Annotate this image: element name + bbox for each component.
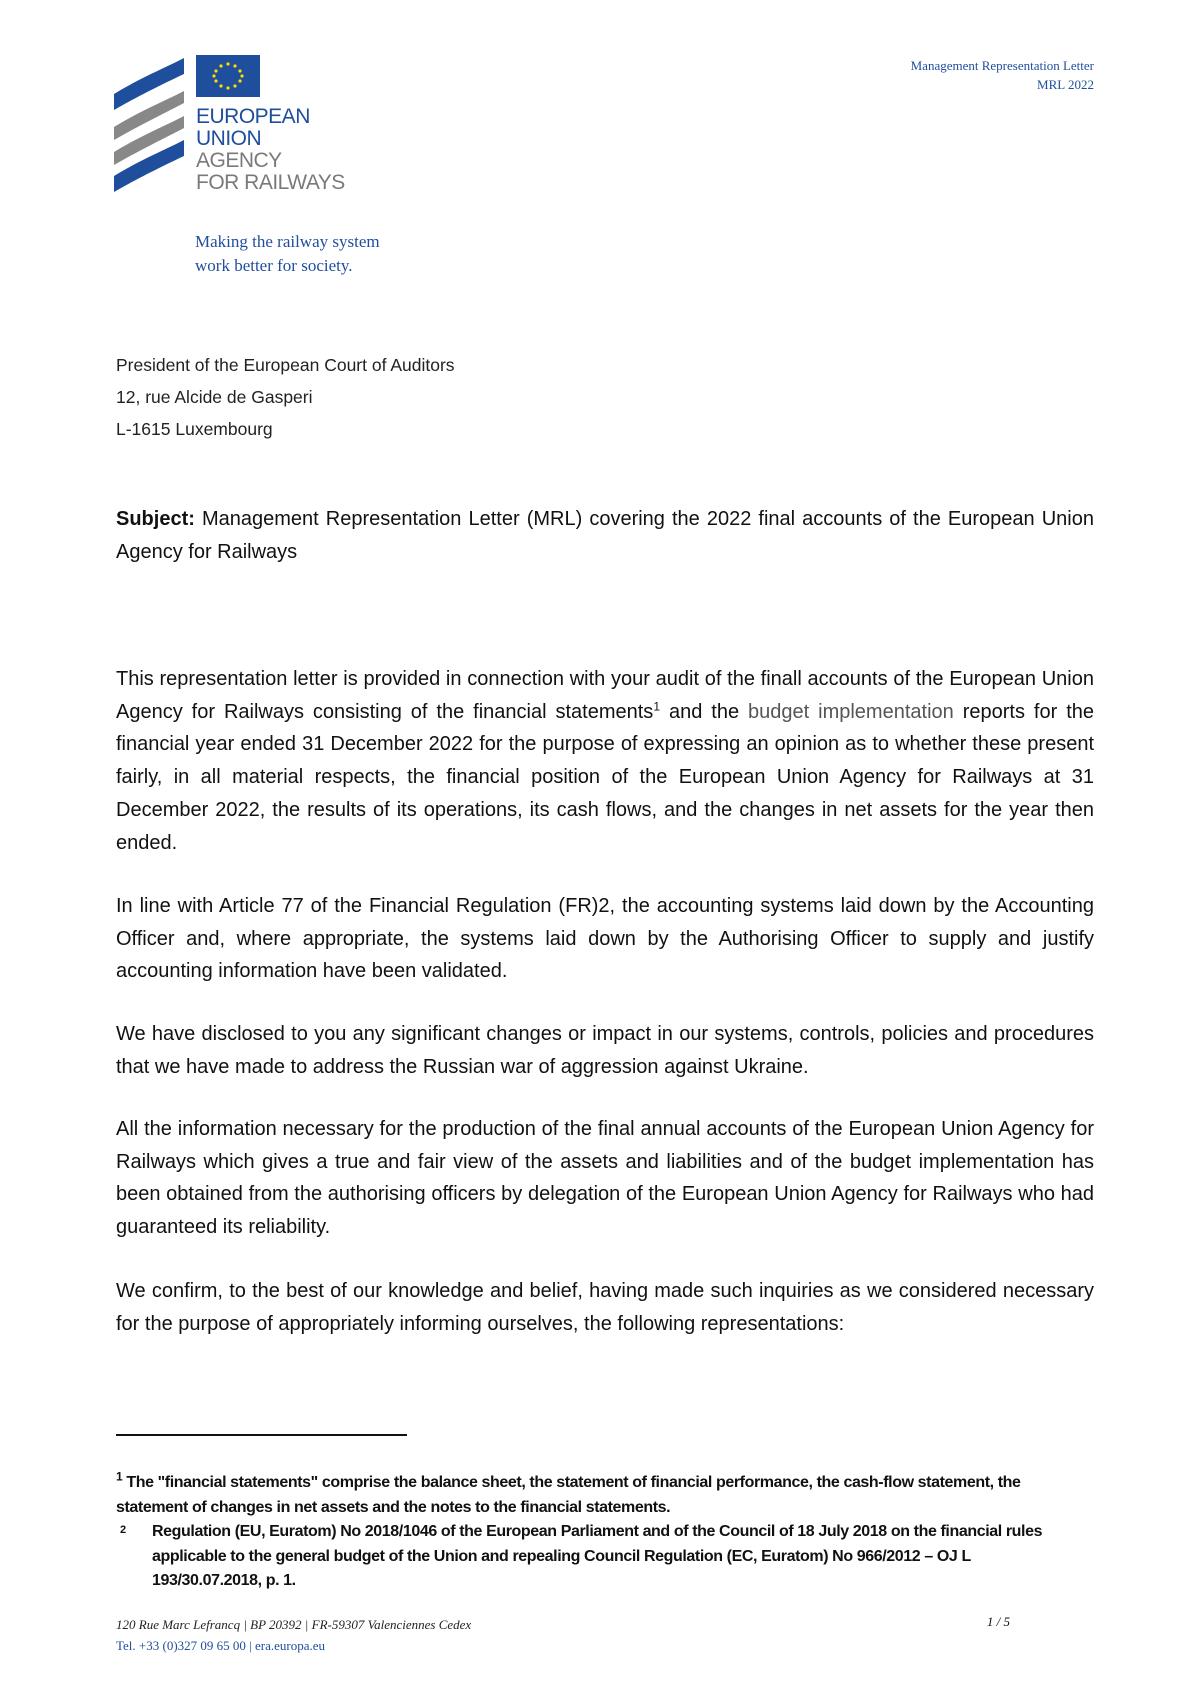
- text: This representation letter is provided in connection with your audit of the finall accounts of the European Union Agency for Railways consisting of the financial statements: [116, 668, 1094, 723]
- text: We confirm, to the best of our knowledge and belief, having made such inquiries as we considered necessary for the purpose of appropriately informing ourselves, the following representations:: [116, 1280, 1094, 1335]
- address-line: 12, rue Alcide de Gasperi: [116, 387, 313, 407]
- text: We have disclosed to you any significant changes or impact in our systems, controls, policies and procedures that we have made to address the Russian war of aggression against Ukraine.: [116, 1023, 1094, 1078]
- tagline-line: work better for society.: [195, 256, 353, 275]
- logo-line: AGENCY: [196, 149, 282, 172]
- text: and the: [660, 700, 749, 723]
- footnote-ref[interactable]: 1: [653, 699, 660, 714]
- header-title: Management Representation Letter: [910, 58, 1094, 73]
- paragraph-5: [116, 1275, 1094, 1340]
- paragraph-4: [116, 1113, 1094, 1244]
- paragraph-1: [116, 663, 1094, 859]
- address-line: President of the European Court of Auditors: [116, 355, 455, 375]
- footnote-2: [116, 1520, 1066, 1594]
- footer-address: 120 Rue Marc Lefrancq | BP 20392 | FR-59307 Valenciennes Cedex: [116, 1617, 472, 1632]
- text: In line with Article 77 of the Financial Regulation (FR)2, the accounting systems laid down by the Accounting Officer and, where appropriate, the systems laid down by the Authorising Officer to supply and justify accounting information have been validated.: [116, 895, 1094, 983]
- paragraph-2: [116, 890, 1094, 988]
- recipient-address: [116, 349, 455, 445]
- logo-line: FOR RAILWAYS: [196, 171, 345, 194]
- text: budget implementation: [748, 700, 954, 723]
- subject-label: Subject:: [116, 508, 195, 530]
- footnote-number: 1: [116, 1469, 123, 1484]
- footnotes: [116, 1471, 1066, 1594]
- tagline-line: Making the railway system: [195, 232, 380, 251]
- header-reference: MRL 2022: [1037, 77, 1094, 92]
- text: All the information necessary for the production of the final annual accounts of the European Union Agency for Railways which gives a true and fair view of the assets and liabilities and of the budget implementation has been obtained from the authorising officers by delegation of the European Union Agency for Railways who had guaranteed its reliability.: [116, 1118, 1094, 1239]
- subject-line: [116, 503, 1094, 568]
- agency-logo-text: [196, 106, 345, 194]
- address-line: L-1615 Luxembourg: [116, 419, 273, 439]
- eu-flag: [196, 55, 260, 97]
- page-footer: [116, 1614, 1006, 1656]
- footnote-text: Regulation (EU, Euratom) No 2018/1046 of the European Parliament and of the Council of 18 July 2018 on the financial rules applicable to the general budget of the Union and repealing Council Regulation (EC, Euratom) No 966/2012 – OJ L 193/30.07.2018, p. 1.: [152, 1523, 1043, 1589]
- logo-line: UNION: [196, 127, 262, 150]
- text: reports for the financial year ended 31 December 2022 for the purpose of expressing an opinion as to whether these present fairly, in all material respects, the financial position of the European Union Agency for Railways at 31 December 2022, the results of its operations, its cash flows, and the changes in net assets for the year then ended.: [116, 700, 1094, 854]
- footnote-separator: [116, 1434, 407, 1436]
- logo-line: EUROPEAN: [196, 105, 310, 128]
- page-number: 1 / 5: [986, 1614, 1010, 1629]
- tagline: [195, 230, 380, 278]
- footnote-number: 2: [120, 1524, 126, 1536]
- footnote-1: [116, 1471, 1066, 1520]
- document-header: [911, 56, 1094, 94]
- paragraph-3: [116, 1018, 1094, 1083]
- footnote-text: The "financial statements" comprise the balance sheet, the statement of financial performance, the cash-flow statement, the statement of changes in net assets and the notes to the financial statements.: [116, 1474, 1021, 1516]
- subject-text: Management Representation Letter (MRL) covering the 2022 final accounts of the European Union Agency for Railways: [116, 508, 1094, 563]
- footer-contact: Tel. +33 (0)327 09 65 00 | era.europa.eu: [116, 1638, 326, 1653]
